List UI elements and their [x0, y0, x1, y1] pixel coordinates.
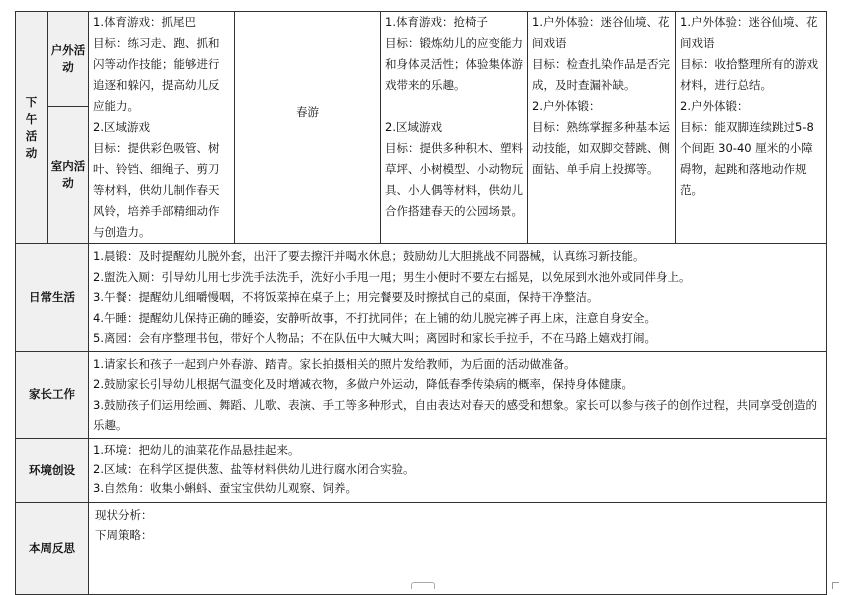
daily-item: 3.午餐：提醒幼儿细嚼慢咽，不将饭菜掉在桌子上；用完餐要及时擦拭自己的桌面，保持干净整洁。 — [93, 290, 599, 304]
afternoon-cell-day5 — [676, 12, 827, 244]
daily-life-header — [16, 244, 89, 352]
daily-life-row — [16, 244, 827, 352]
reflection-item: 下周策略： — [95, 528, 153, 542]
afternoon-cell-day3 — [381, 12, 528, 244]
cell-line: 1.户外体验：迷谷仙境、花间戏语 — [532, 15, 670, 50]
afternoon-activity-header — [16, 12, 48, 244]
indoor-activity-header — [48, 107, 89, 244]
family-item: 3.鼓励孩子们运用绘画、舞蹈、儿歌、表演、手工等多种形式，自由表达对春天的感受和想象。家长可以参与孩子的创作过程，共同享受创造的乐趣。 — [93, 397, 817, 432]
page-corner-mark — [832, 582, 839, 589]
reflection-content — [89, 502, 827, 594]
daily-item: 4.午睡：提醒幼儿保持正确的睡姿，安静听故事，不打扰同伴；在上铺的幼儿脱完裤子再上床，注意自身安全。 — [93, 310, 656, 325]
daily-life-content — [89, 244, 827, 352]
cell-blank-line — [385, 96, 523, 117]
daily-item: 5.离园：会有序整理书包，带好个人物品；不在队伍中大喊大叫；离园时和家长手拉手，不在马路上嬉戏打闹。 — [93, 331, 656, 345]
cell-line: 1.户外体验：迷谷仙境、花间戏语 — [680, 15, 818, 50]
daily-item: 1.晨锻：及时提醒幼儿脱外套，出汗了要去擦汗并喝水休息；鼓励幼儿大胆挑战不同器械，认真练习新技能。 — [93, 249, 645, 263]
afternoon-cell-day4 — [528, 12, 676, 244]
family-work-label: 家长工作 — [29, 387, 75, 401]
spring-outing-text: 春游 — [296, 105, 319, 119]
afternoon-outdoor-row — [16, 12, 827, 107]
cell-line: 目标：能双脚连续跳过5-8个间距 30-40 厘米的小障碍物，起跳和落地动作规范。 — [680, 120, 814, 197]
cell-line: 2.区域游戏 — [93, 120, 150, 134]
environment-row — [16, 438, 827, 502]
cell-line: 2.户外体锻： — [680, 99, 749, 113]
afternoon-cell-day1 — [89, 12, 235, 244]
family-item: 2.鼓励家长引导幼儿根据气温变化及时增减衣物，多做户外运动，降低春季传染病的概率，保持身体健康。 — [93, 377, 633, 391]
weekly-plan-table — [15, 11, 827, 595]
reflection-row — [16, 502, 827, 594]
daily-item: 2.盥洗入厕：引导幼儿用七步洗手法洗手，洗好小手甩一甩；男生小便时不要左右摇晃，以免尿到水池外或同伴身上。 — [93, 269, 691, 284]
reflection-label: 本周反思 — [29, 540, 75, 555]
indoor-activity-label: 室内活动 — [50, 159, 86, 191]
daily-life-label: 日常生活 — [29, 289, 75, 304]
cell-line: 目标：练习走、跑、抓和闪等动作技能；能够进行追逐和躲闪，提高幼儿反应能力。 — [93, 36, 220, 113]
cell-line: 目标：提供彩色吸管、树叶、铃铛、细绳子、剪刀等材料，供幼儿制作春天风铃，培养手部精细动作与创造力。 — [93, 141, 220, 239]
cell-line: 目标：熟练掌握多种基本运动技能，如双脚交替跳、侧面钻、单手肩上投掷等。 — [532, 120, 670, 176]
outdoor-activity-label: 户外活动 — [50, 43, 86, 75]
afternoon-cell-day2 — [235, 12, 381, 244]
cell-line: 目标：提供多种积木、塑料草坪、小树模型、小动物玩具、小人偶等材料，供幼儿合作搭建春天的公园场景。 — [385, 141, 523, 218]
reflection-header — [16, 502, 89, 594]
cell-line: 2.区域游戏 — [385, 120, 442, 134]
cell-line: 目标：收拾整理所有的游戏材料，进行总结。 — [680, 57, 818, 92]
cell-line: 1.体育游戏：抢椅子 — [385, 15, 488, 29]
cell-line: 2.户外体锻： — [532, 99, 601, 113]
family-item: 1.请家长和孩子一起到户外春游、踏青。家长拍摄相关的照片发给教师，为后面的活动做准备。 — [93, 356, 576, 371]
cell-line: 1.体育游戏：抓尾巴 — [93, 15, 196, 29]
environment-item: 3.自然角：收集小蝌蚪、蚕宝宝供幼儿观察、饲养。 — [93, 480, 357, 495]
family-work-content — [89, 351, 827, 438]
environment-label: 环境创设 — [29, 462, 75, 477]
family-work-header — [16, 351, 89, 438]
outdoor-activity-header — [48, 12, 89, 107]
reflection-item: 现状分析： — [95, 507, 153, 522]
weekly-plan-sheet — [15, 11, 827, 595]
environment-item: 2.区域：在科学区提供葱、盐等材料供幼儿进行腐水闭合实验。 — [93, 461, 415, 476]
environment-header — [16, 438, 89, 502]
environment-content — [89, 438, 827, 502]
environment-item: 1.环境：把幼儿的油菜花作品悬挂起来。 — [93, 442, 300, 457]
scroll-handle[interactable] — [411, 582, 435, 589]
cell-line: 目标：检查扎染作品是否完成，及时查漏补缺。 — [532, 57, 670, 92]
cell-line: 目标：锻炼幼儿的应变能力和身体灵活性；体验集体游戏带来的乐趣。 — [385, 36, 523, 92]
family-work-row — [16, 351, 827, 438]
afternoon-activity-label: 下午活动 — [25, 94, 38, 160]
